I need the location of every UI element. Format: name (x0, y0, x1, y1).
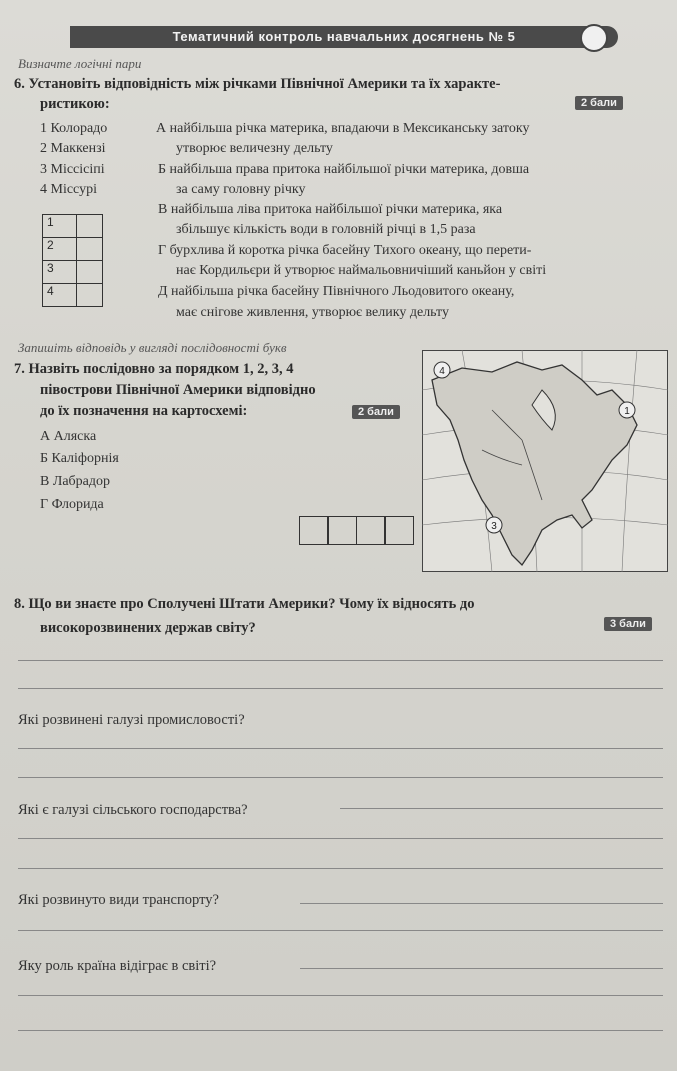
answer-line[interactable] (18, 868, 663, 869)
q8-points-badge: 3 бали (604, 617, 652, 631)
q7-option-a: А Аляска (40, 429, 97, 444)
river-3: 3 Міссісіпі (40, 162, 105, 177)
answer-line[interactable] (18, 930, 663, 931)
answer-line[interactable] (18, 688, 663, 689)
option-a-cont: утворює величезну дельту (176, 141, 333, 156)
answer-box-3[interactable] (356, 516, 386, 545)
map-marker-3: 3 (491, 521, 497, 532)
option-b-cont: за саму головну річку (176, 182, 306, 197)
q6-answer-grid (42, 214, 103, 307)
grid-cell-3[interactable] (77, 261, 103, 284)
answer-line[interactable] (300, 903, 663, 904)
answer-box-1[interactable] (299, 516, 329, 545)
q8-sub4: Яку роль країна відіграє в світі? (18, 958, 217, 974)
answer-line[interactable] (18, 777, 663, 778)
option-d: Д найбільша річка басейну Північного Льодовитого океану, (158, 284, 515, 299)
option-g-cont: нає Кордильєри й утворює наймальовничіший каньйон у світі (176, 263, 547, 278)
q7-option-g: Г Флорида (40, 497, 104, 512)
river-4: 4 Міссурі (40, 182, 97, 197)
q7-option-v: В Лабрадор (40, 474, 111, 489)
page-header: Тематичний контроль навчальних досягнень № 5 (70, 26, 618, 48)
q8-title-line1: 8. Що ви знаєте про Сполучені Штати Америки? Чому їх відносять до (14, 596, 475, 612)
q8-title-line2: високорозвинених держав світу? (40, 620, 256, 636)
answer-line[interactable] (18, 1030, 663, 1031)
answer-line[interactable] (18, 748, 663, 749)
grid-cell-4[interactable] (77, 284, 103, 307)
q7-points-badge: 2 бали (352, 405, 400, 419)
grid-cell-2[interactable] (77, 238, 103, 261)
answer-line[interactable] (18, 838, 663, 839)
grid-cell-1[interactable] (77, 215, 103, 238)
q8-sub3: Які розвинуто види транспорту? (18, 892, 219, 908)
option-d-cont: має снігове живлення, утворює велику дельту (176, 305, 449, 320)
answer-line[interactable] (300, 968, 663, 969)
answer-box-4[interactable] (384, 516, 414, 545)
answer-line[interactable] (18, 660, 663, 661)
answer-line[interactable] (18, 995, 663, 996)
grid-label-1: 1 (43, 215, 77, 238)
q7-title-line2: півострови Північної Америки відповідно (40, 382, 316, 398)
q6-title-line2: ристикою: (40, 96, 110, 112)
map-marker-1: 1 (624, 406, 630, 417)
grid-label-2: 2 (43, 238, 77, 261)
option-v-cont: збільшує кількість води в головній річці в 1,5 раза (176, 222, 476, 237)
grid-label-4: 4 (43, 284, 77, 307)
answer-line[interactable] (340, 808, 663, 809)
q8-sub2: Які є галузі сільського господарства? (18, 802, 248, 818)
map-marker-4: 4 (439, 366, 445, 377)
globe-icon (580, 24, 608, 52)
option-a: А найбільша річка материка, впадаючи в Мексиканську затоку (156, 121, 530, 136)
q7-title-line3: до їх позначення на картосхемі: (40, 403, 248, 419)
river-2: 2 Маккензі (40, 141, 106, 156)
q7-answer-boxes (300, 516, 414, 545)
option-b: Б найбільша права притока найбільшої річки материка, довша (158, 162, 530, 177)
north-america-map (422, 350, 668, 572)
q8-sub1: Які розвинені галузі промисловості? (18, 712, 245, 728)
option-g: Г бурхлива й коротка річка басейну Тихого океану, що перети- (158, 243, 532, 258)
q7-option-b: Б Каліфорнія (40, 451, 119, 466)
q6-hint: Визначте логічні пари (18, 56, 142, 71)
q7-title-line1: 7. Назвіть послідовно за порядком 1, 2, 3, 4 (14, 361, 294, 377)
grid-label-3: 3 (43, 261, 77, 284)
q6-points-badge: 2 бали (575, 96, 623, 110)
answer-box-2[interactable] (327, 516, 357, 545)
q6-title-line1: 6. Установіть відповідність між річками Північної Америки та їх характе- (14, 76, 501, 92)
q7-hint: Запишіть відповідь у вигляді послідовності букв (18, 340, 287, 355)
river-1: 1 Колорадо (40, 121, 108, 136)
option-v: В найбільша ліва притока найбільшої річки материка, яка (158, 202, 503, 217)
